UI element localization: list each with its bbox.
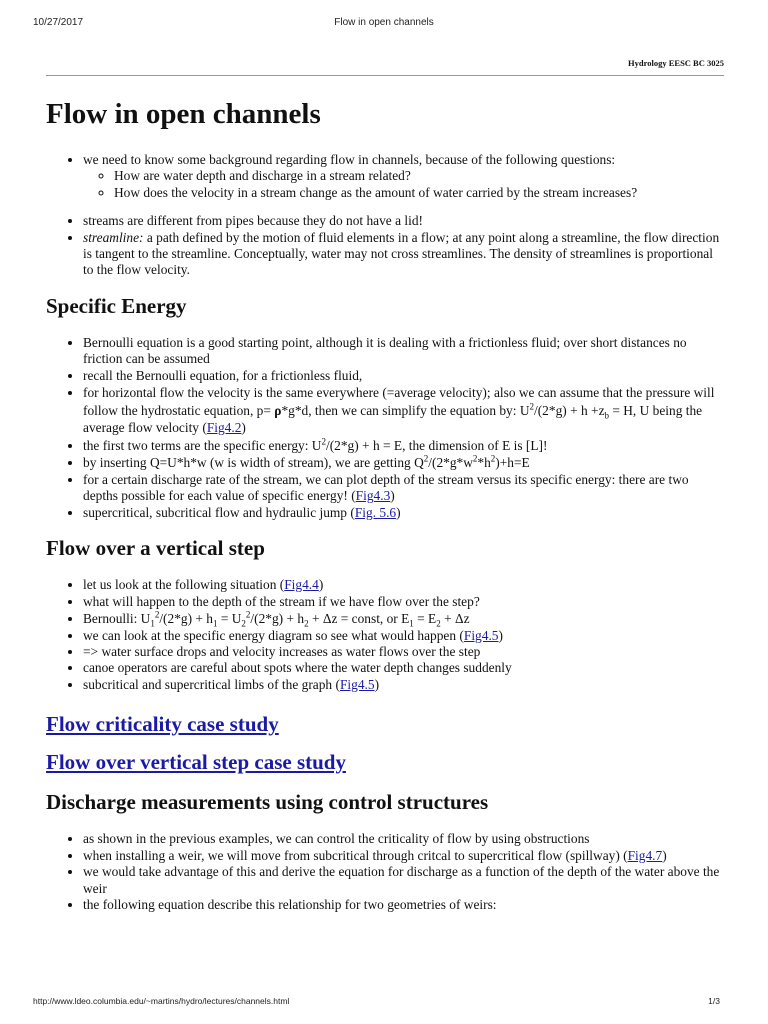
document-body [46, 96, 726, 913]
item-text: ) [241, 420, 246, 436]
header-rule [46, 75, 724, 76]
subscript: 1 [409, 618, 414, 629]
fig-link[interactable]: Fig4.3 [355, 488, 391, 504]
item-text: we need to know some background regarding flow in channels, because of the following questions: [83, 152, 616, 167]
section-heading-specific-energy: Specific Energy [46, 293, 187, 318]
item-text: a path defined by the motion of fluid elements in a flow; at any point along a streamline, the flow direction is tangent to the streamline. Conceptually, water may not cross streamlines. The density of streamlines is proportional to the flow velocity. [83, 229, 720, 278]
discharge-list [46, 831, 726, 913]
list-item: ◦ How are water depth and discharge in a stream related? [114, 168, 726, 184]
print-date: 10/27/2017 [33, 17, 84, 28]
print-title: Flow in open channels [334, 17, 434, 28]
list-item [83, 230, 726, 279]
item-text: supercritical, subcritical flow and hydraulic jump ( [83, 504, 355, 520]
flow-criticality-case-study-link[interactable]: Flow criticality case study [46, 712, 279, 737]
fig-link[interactable]: Fig. 5.6 [354, 504, 397, 520]
vertical-step-case-study-link[interactable]: Flow over vertical step case study [46, 750, 346, 775]
subscript: 2 [304, 618, 309, 629]
list-item [83, 848, 726, 864]
item-text: ) [498, 627, 503, 643]
item-text: we can look at the specific energy diagram so see what would happen ( [83, 627, 464, 643]
superscript: 2 [529, 401, 534, 412]
item-text: let us look at the following situation ( [83, 577, 285, 593]
rho-symbol: ρ [274, 402, 282, 418]
fig-link[interactable]: Fig4.5 [339, 676, 375, 692]
term: streamline: [83, 229, 144, 245]
superscript: 2 [154, 609, 160, 620]
item-text: *h [477, 455, 491, 471]
item-text: by inserting Q=U*h*w (w is width of stream), we are getting Q [83, 455, 424, 471]
subscript: b [604, 410, 610, 421]
item-text: subcritical and supercritical limbs of the graph ( [83, 676, 340, 692]
item-text: = H, U being the average flow velocity ( [83, 402, 703, 436]
item-text: for a certain discharge rate of the stream, we can plot depth of the stream versus its specific energy: there are two depths possible for each value of specific energy! ( [83, 472, 689, 504]
item-text: ) [396, 504, 401, 520]
intro-list-2 [46, 213, 726, 279]
fig-link[interactable]: Fig4.7 [627, 847, 663, 863]
specific-energy-list [46, 335, 726, 521]
footer-url: http://www.ldeo.columbia.edu/~martins/hydro/lectures/channels.html [33, 996, 290, 1006]
item-text: /(2*g) + h [250, 611, 305, 627]
item-text: ) [390, 488, 395, 504]
course-label: Hydrology EESC BC 3025 [628, 58, 724, 68]
item-text: ) [662, 847, 667, 863]
list-item: • the following equation describe this relationship for two geometries of weirs: [83, 897, 726, 913]
item-text: + Δz = const, or E [308, 611, 410, 627]
subscript: 2 [241, 618, 246, 629]
list-item [83, 505, 726, 521]
list-item: • we would take advantage of this and derive the equation for discharge as a function of the depth of the water above the weir [83, 864, 726, 897]
subscript: 1 [150, 618, 155, 629]
case-study-heading [46, 749, 726, 775]
list-item [83, 677, 726, 693]
list-item: • canoe operators are careful about spots where the water depth changes suddenly [83, 660, 726, 676]
intro-list [46, 152, 726, 201]
list-item: • recall the Bernoulli equation, for a frictionless fluid, [83, 368, 726, 384]
case-study-heading [46, 711, 726, 737]
item-text: ) [318, 577, 324, 593]
section-heading-vertical-step: Flow over a vertical step [46, 536, 265, 561]
superscript: 2 [472, 453, 478, 464]
item-text: Bernoulli: U [83, 611, 151, 627]
list-item: • Bernoulli equation is a good starting point, although it is dealing with a frictionless fluid; over short distances no friction can be assumed [83, 335, 726, 368]
superscript: 2 [423, 453, 429, 464]
list-item: • as shown in the previous examples, we can control the criticality of flow by using obstructions [83, 831, 726, 847]
fig-link[interactable]: Fig4.4 [284, 577, 319, 593]
list-item: • => water surface drops and velocity increases as water flows over the step [83, 644, 726, 660]
item-text: *g*d, then we can simplify the equation by: U [281, 402, 530, 418]
vertical-step-list [46, 577, 726, 693]
item-text: /(2*g) + h +z [534, 402, 605, 418]
superscript: 2 [321, 436, 326, 447]
list-item [83, 384, 726, 437]
list-item: ◦ How does the velocity in a stream change as the amount of water carried by the stream increases? [114, 185, 726, 201]
list-item [83, 472, 726, 505]
list-item [83, 437, 726, 455]
fig-link[interactable]: Fig4.5 [463, 627, 499, 643]
page-title: Flow in open channels [46, 98, 321, 130]
item-text: /(2*g) + h [159, 611, 213, 627]
list-item [83, 628, 726, 644]
spacer [46, 201, 726, 213]
item-text: the first two terms are the specific energy: U [83, 437, 322, 453]
section-heading-discharge: Discharge measurements using control structures [46, 790, 489, 815]
list-item [83, 610, 726, 628]
list-item [83, 577, 726, 593]
item-text: )+h=E [495, 455, 530, 471]
fig-link[interactable]: Fig4.2 [206, 420, 242, 436]
question-list [83, 168, 726, 201]
subscript: 1 [213, 618, 218, 629]
item-text: + Δz [440, 611, 470, 627]
superscript: 2 [245, 609, 251, 620]
item-text: /(2*g) + h = E, the dimension of E is [L]! [325, 437, 548, 453]
item-text: when installing a weir, we will move from subcritical through critcal to supercritical flow (spillway) ( [83, 847, 628, 863]
list-item: • streams are different from pipes because they do not have a lid! [83, 213, 726, 229]
list-item: • what will happen to the depth of the stream if we have flow over the step? [83, 594, 726, 610]
page-number: 1/3 [708, 996, 720, 1006]
item-text: for horizontal flow the velocity is the same everywhere (=average velocity); also we can assume that the pressure will follow the hydrostatic equation, p= [83, 385, 715, 418]
item-text: ) [374, 676, 380, 692]
list-item [83, 454, 726, 472]
subscript: 2 [436, 618, 441, 629]
item-text: = U [217, 611, 242, 627]
item-text: = E [413, 611, 437, 627]
item-text: /(2*g*w [428, 455, 473, 471]
list-item [83, 152, 726, 201]
superscript: 2 [490, 453, 496, 464]
